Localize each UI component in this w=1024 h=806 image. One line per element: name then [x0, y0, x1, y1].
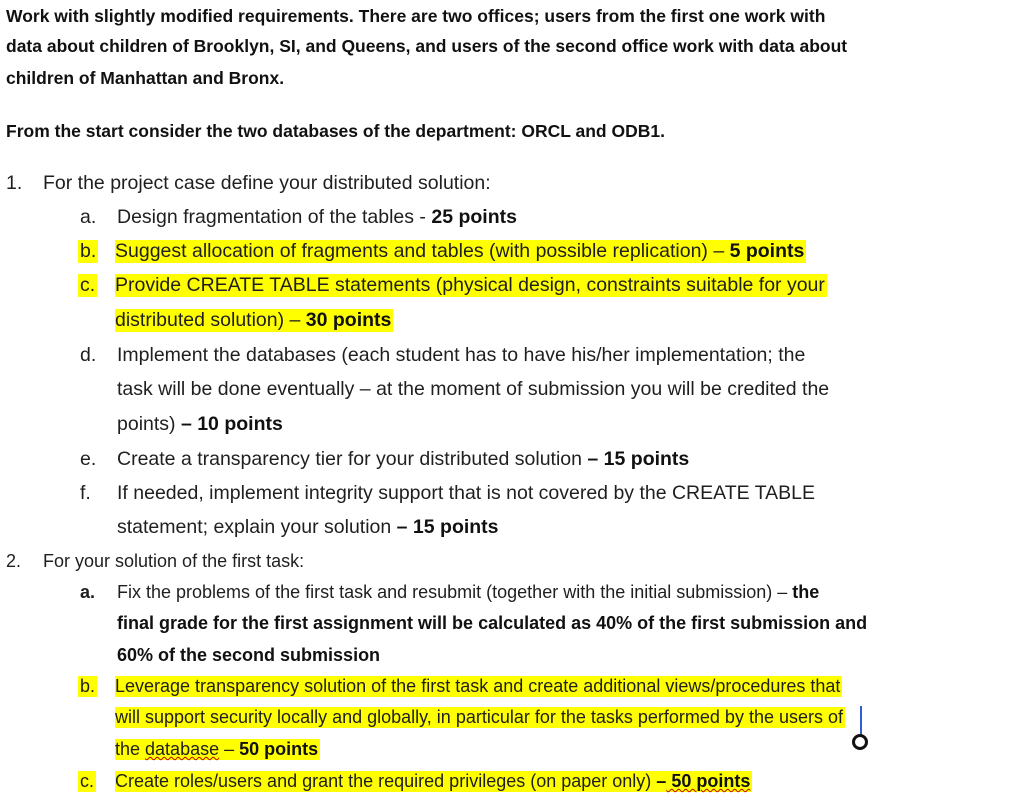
- task1-c-line-1: Provide CREATE TABLE statements (physical design, constraints suitable for your: [115, 274, 825, 296]
- task1-f-line-2: [117, 516, 499, 539]
- task2-a-line-1: [117, 582, 819, 603]
- task2-a-line-3: [117, 645, 380, 666]
- task1-title: For the project case define your distributed solution:: [43, 172, 491, 194]
- task2-b-word-database: database: [145, 739, 220, 759]
- intro-line-2: data about children of Brooklyn, SI, and Queens, and users of the second office work with data about: [6, 36, 848, 56]
- task2-b-line-3: [115, 739, 320, 760]
- task1-e-text: Create a transparency tier for your distributed solution: [117, 448, 588, 470]
- text-cursor-icon: [860, 706, 862, 736]
- task1-f-label: f.: [80, 482, 91, 504]
- task1-a-points: 25 points: [431, 206, 517, 228]
- task1-a-item: [117, 206, 517, 229]
- task2-b-text-c: –: [219, 739, 240, 759]
- task1-number: 1.: [6, 172, 23, 194]
- task1-f-points: – 15 points: [396, 516, 499, 538]
- task1-e-points: – 15 points: [587, 448, 690, 470]
- task1-d-line-1: Implement the databases (each student has to have his/her implementation; the: [117, 344, 806, 366]
- task1-a-label: a.: [80, 206, 97, 228]
- task1-e-item: [117, 448, 689, 471]
- task2-c-line: [115, 771, 752, 792]
- task2-number: 2.: [6, 551, 22, 571]
- task1-b-item: [115, 240, 806, 263]
- task2-c-text: Create roles/users and grant the required privileges (on paper only): [115, 771, 657, 791]
- task2-title: For your solution of the first task:: [43, 551, 305, 571]
- task2-c-points: 50 points: [666, 771, 751, 791]
- task1-a-text: Design fragmentation of the tables -: [117, 206, 432, 228]
- task1-b-text: Suggest allocation of fragments and tables (with possible replication) –: [115, 240, 730, 262]
- task2-b-points: 50 points: [239, 739, 319, 759]
- task1-c-label: c.: [80, 274, 96, 296]
- task1-d-line-3: [117, 413, 283, 436]
- task2-b-label: b.: [80, 676, 96, 696]
- task1-f-text: statement; explain your solution: [117, 516, 397, 538]
- task2-b-text-a: the: [115, 739, 146, 759]
- task1-e-label: e.: [80, 448, 97, 470]
- intro-line-4: From the start consider the two databases of the department: ORCL and ODB1.: [6, 121, 665, 141]
- task1-d-text: points): [117, 413, 181, 435]
- intro-line-3: children of Manhattan and Bronx.: [6, 68, 285, 88]
- task2-c-label: c.: [80, 771, 95, 791]
- task2-b-line-1: Leverage transparency solution of the first task and create additional views/procedures that: [115, 676, 841, 696]
- task1-f-line-1: If needed, implement integrity support that is not covered by the CREATE TABLE: [117, 482, 816, 504]
- mouse-cursor-ring-icon: [852, 734, 868, 750]
- task1-b-points: 5 points: [729, 240, 805, 262]
- task2-a-bold-2: final grade for the first assignment will be calculated as 40% of the first submission and: [117, 613, 868, 633]
- task1-c-line-2: [115, 309, 393, 332]
- task1-b-label: b.: [80, 240, 97, 262]
- task2-a-text: Fix the problems of the first task and resubmit (together with the initial submission) –: [117, 582, 793, 602]
- task1-c-points: 30 points: [305, 309, 392, 331]
- task1-c-text: distributed solution) –: [115, 309, 306, 331]
- task2-b-line-2: will support security locally and globally, in particular for the tasks performed by the users of: [115, 707, 843, 727]
- task2-a-bold-3: 60% of the second submission: [117, 645, 381, 665]
- task2-a-label: a.: [80, 582, 96, 602]
- task2-a-line-2: [117, 613, 867, 634]
- intro-line-1: Work with slightly modified requirements. There are two offices; users from the first one work with: [6, 6, 826, 26]
- task1-d-points: – 10 points: [180, 413, 283, 435]
- task1-d-label: d.: [80, 344, 97, 366]
- task1-d-line-2: task will be done eventually – at the moment of submission you will be credited the: [117, 378, 830, 400]
- task2-c-dash: –: [656, 771, 667, 791]
- task2-a-bold-1: the: [792, 582, 820, 602]
